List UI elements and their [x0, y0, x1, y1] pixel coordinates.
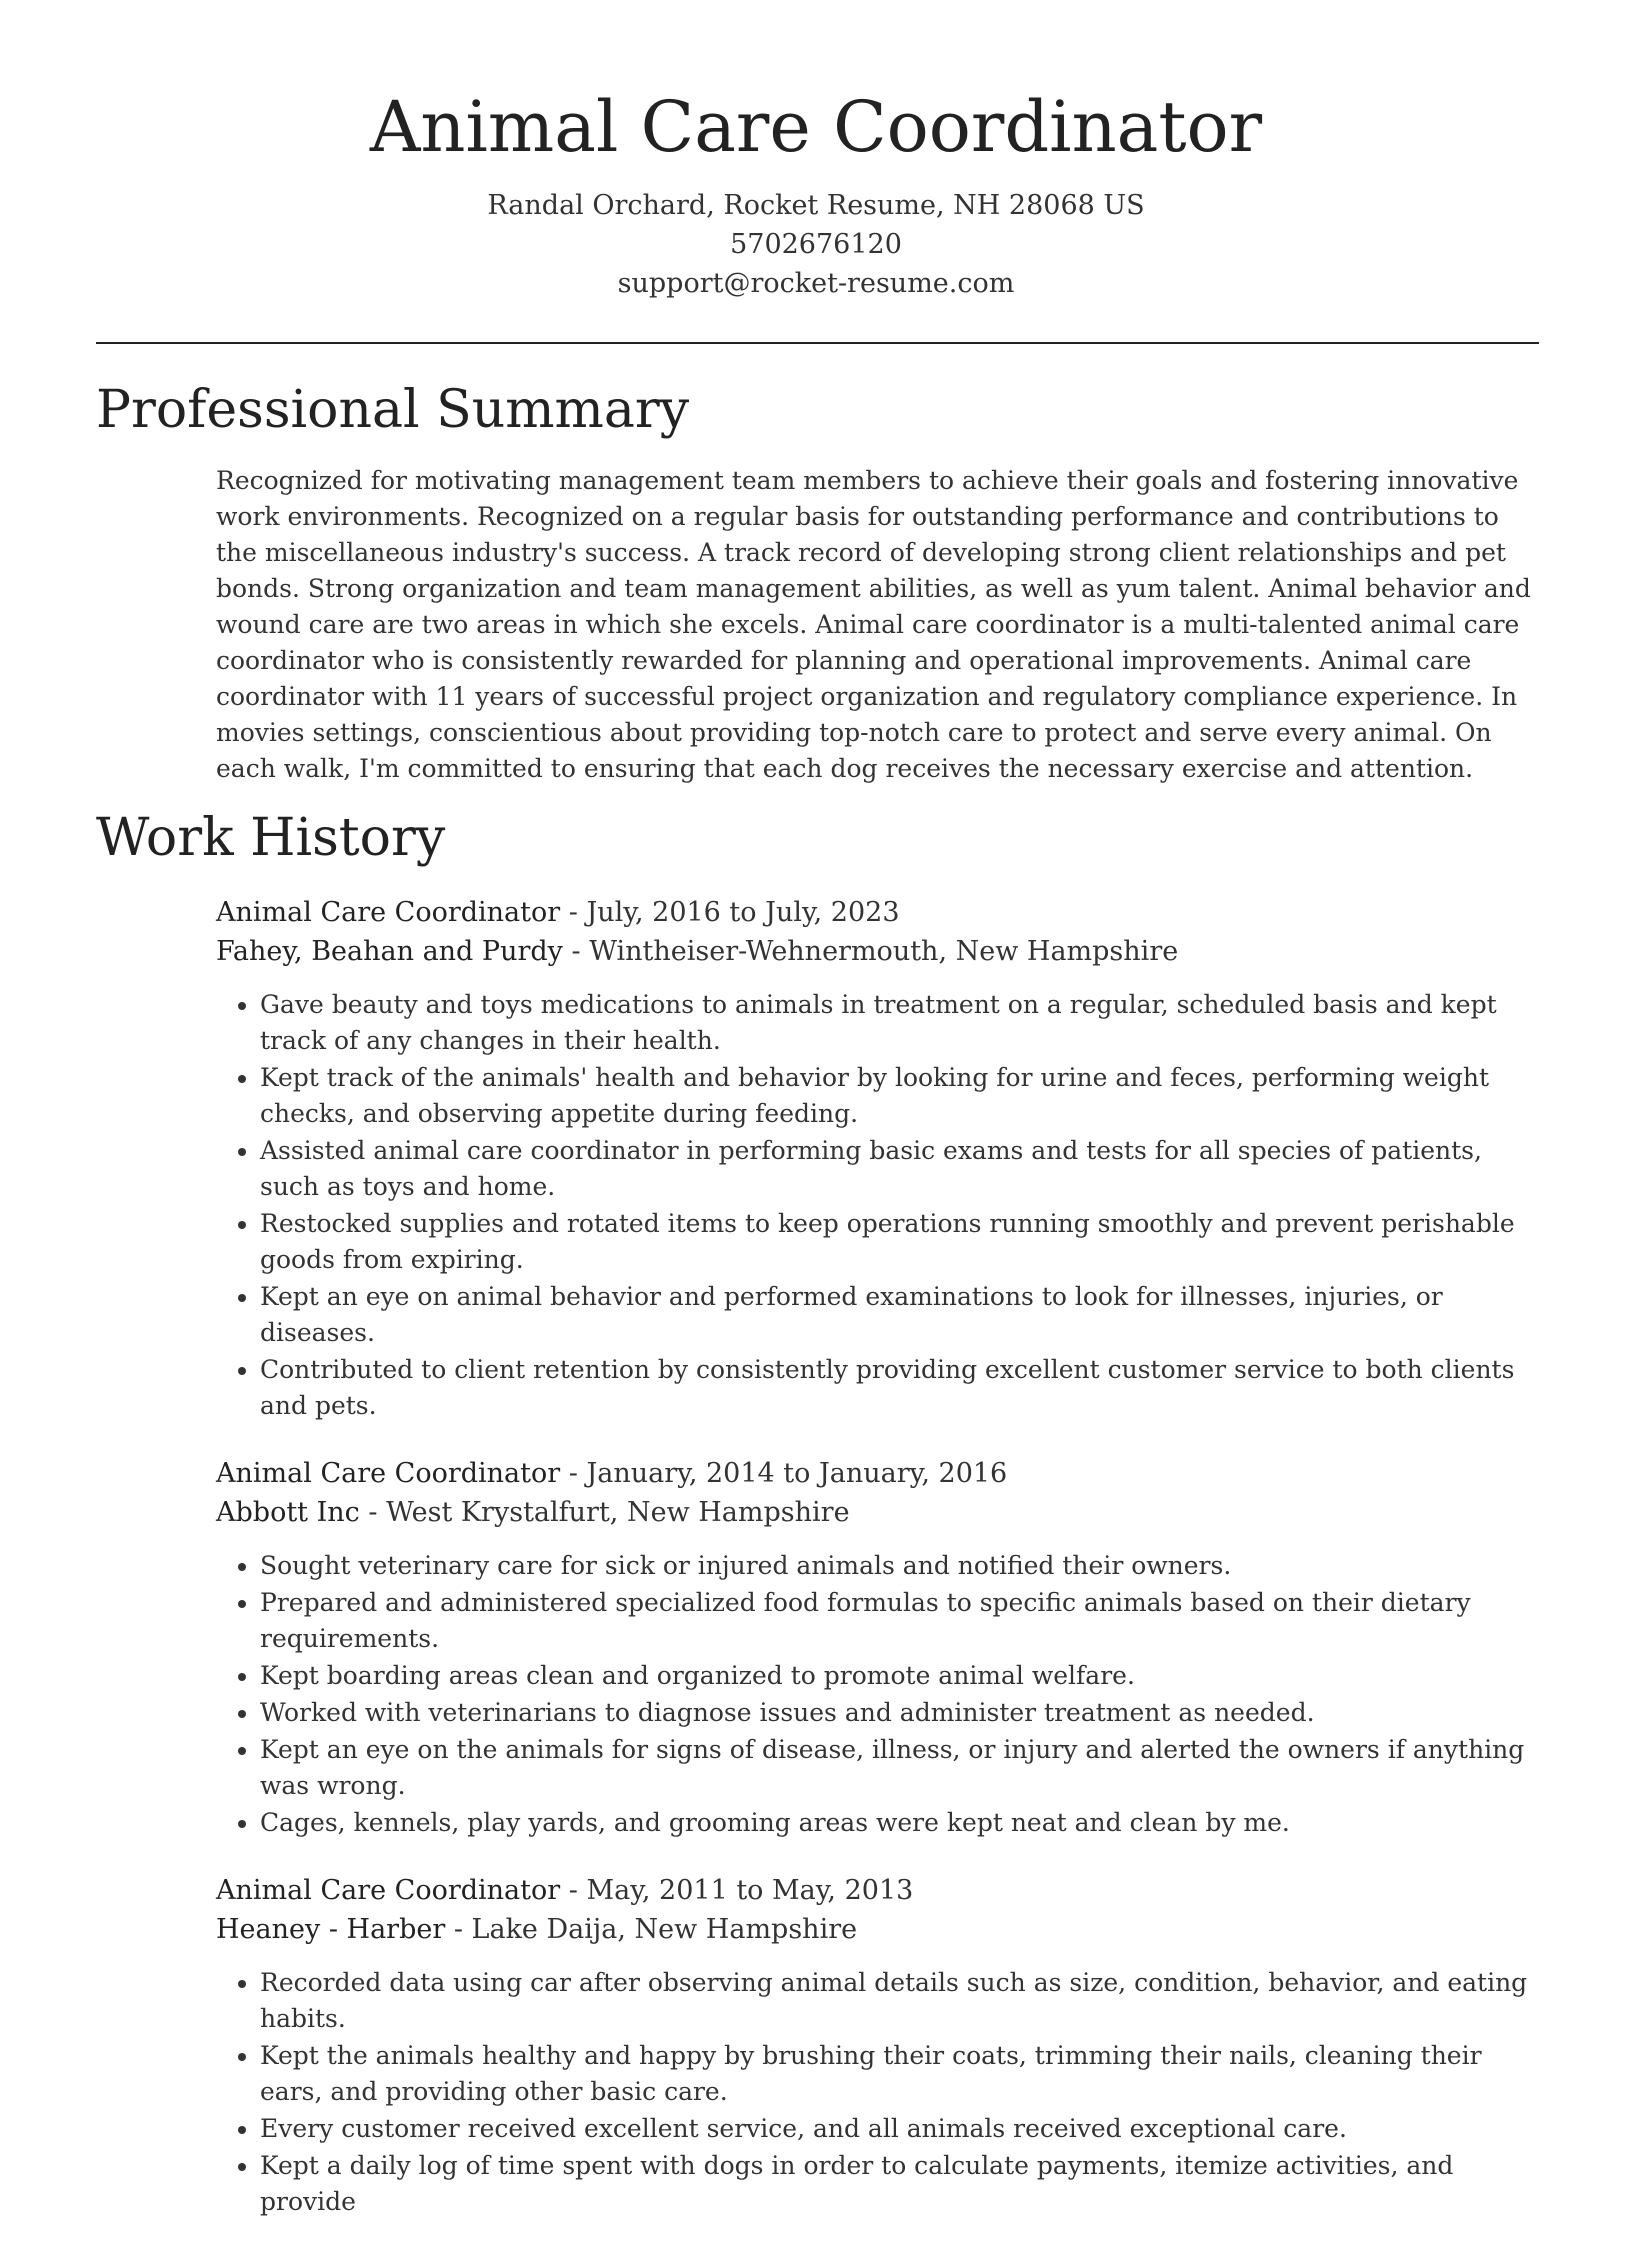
- job-location: - West Krystalfurt, New Hampshire: [359, 1497, 850, 1528]
- job-bullet: • Sought veterinary care for sick or injured animals and notified their owners.: [260, 1548, 1546, 1584]
- job-bullet: • Kept an eye on the animals for signs of disease, illness, or injury and alerted the owners if anything was wrong.: [260, 1732, 1546, 1804]
- job-dates: - May, 2011 to May, 2013: [560, 1875, 914, 1906]
- job-entry: [216, 1871, 1546, 2220]
- work-history-list: [216, 893, 1546, 2250]
- job-company: Abbott Inc: [216, 1497, 360, 1528]
- job-title-line: [216, 1871, 1546, 1910]
- header-divider: [96, 342, 1539, 344]
- job-entry: [216, 893, 1546, 1424]
- job-bullets: [216, 1965, 1546, 2220]
- job-bullet: • Worked with veterinarians to diagnose issues and administer treatment as needed.: [260, 1695, 1546, 1731]
- resume-title: Animal Care Coordinator: [369, 86, 1263, 168]
- job-dates: - January, 2014 to January, 2016: [560, 1458, 1008, 1489]
- contact-block: [0, 186, 1632, 303]
- job-bullet: • Prepared and administered specialized food formulas to specific animals based on their dietary requirements.: [260, 1585, 1546, 1657]
- job-bullet: • Recorded data using car after observing animal details such as size, condition, behavior, and eating habits.: [260, 1965, 1546, 2037]
- job-bullet: • Kept track of the animals' health and behavior by looking for urine and feces, performing weight checks, and observing appetite during feeding.: [260, 1060, 1546, 1132]
- work-history-heading: Work History: [96, 808, 446, 868]
- job-dates: - July, 2016 to July, 2023: [560, 897, 900, 928]
- job-company-line: [216, 932, 1546, 971]
- job-bullet: • Every customer received excellent service, and all animals received exceptional care.: [260, 2111, 1546, 2147]
- job-bullets: [216, 987, 1546, 1424]
- summary-heading: Professional Summary: [96, 380, 690, 440]
- job-bullet: • Assisted animal care coordinator in performing basic exams and tests for all species of patients, such as toys and home.: [260, 1133, 1546, 1205]
- job-location: - Wintheiser-Wehnermouth, New Hampshire: [562, 936, 1179, 967]
- contact-email: support@rocket-resume.com: [617, 268, 1015, 299]
- job-position: Animal Care Coordinator: [216, 897, 561, 928]
- job-position: Animal Care Coordinator: [216, 1875, 561, 1906]
- job-title-line: [216, 893, 1546, 932]
- job-entry: [216, 1454, 1546, 1841]
- job-bullet: • Kept an eye on animal behavior and performed examinations to look for illnesses, injuries, or diseases.: [260, 1279, 1546, 1351]
- job-company-line: [216, 1910, 1546, 1949]
- job-bullet: • Kept the animals healthy and happy by brushing their coats, trimming their nails, cleaning their ears, and providing other basic care.: [260, 2038, 1546, 2110]
- contact-phone: 5702676120: [730, 229, 902, 260]
- job-bullet: • Kept a daily log of time spent with dogs in order to calculate payments, itemize activities, and provide: [260, 2148, 1546, 2220]
- job-company: Heaney - Harber: [216, 1914, 446, 1945]
- job-bullet: • Restocked supplies and rotated items to keep operations running smoothly and prevent perishable goods from expiring.: [260, 1206, 1546, 1278]
- job-bullet: • Contributed to client retention by consistently providing excellent customer service to both clients and pets.: [260, 1352, 1546, 1424]
- job-position: Animal Care Coordinator: [216, 1458, 561, 1489]
- job-bullet: • Gave beauty and toys medications to animals in treatment on a regular, scheduled basis and kept track of any changes in their health.: [260, 987, 1546, 1059]
- job-bullet: • Cages, kennels, play yards, and grooming areas were kept neat and clean by me.: [260, 1805, 1546, 1841]
- job-company-line: [216, 1493, 1546, 1532]
- job-bullet: • Kept boarding areas clean and organized to promote animal welfare.: [260, 1658, 1546, 1694]
- job-company: Fahey, Beahan and Purdy: [216, 936, 563, 967]
- contact-address: Randal Orchard, Rocket Resume, NH 28068 US: [487, 190, 1145, 221]
- job-location: - Lake Daija, New Hampshire: [445, 1914, 858, 1945]
- resume-header: [0, 0, 1632, 303]
- job-title-line: [216, 1454, 1546, 1493]
- job-bullets: [216, 1548, 1546, 1841]
- summary-text: Recognized for motivating management team members to achieve their goals and fostering innovative work environments. Recognized on a regular basis for outstanding performance and contributions to the miscellaneous industry's success. A track record of developing strong client relationships and pet bonds. Strong organization and team management abilities, as well as yum talent. Animal behavior and wound care are two areas in which she excels. Animal care coordinator is a multi-talented animal care coordinator who is consistently rewarded for planning and operational improvements. Animal care coordinator with 11 years of successful project organization and regulatory compliance experience. In movies settings, conscientious about providing top-notch care to protect and serve every animal. On each walk, I'm committed to ensuring that each dog receives the necessary exercise and attention.: [216, 466, 1531, 783]
